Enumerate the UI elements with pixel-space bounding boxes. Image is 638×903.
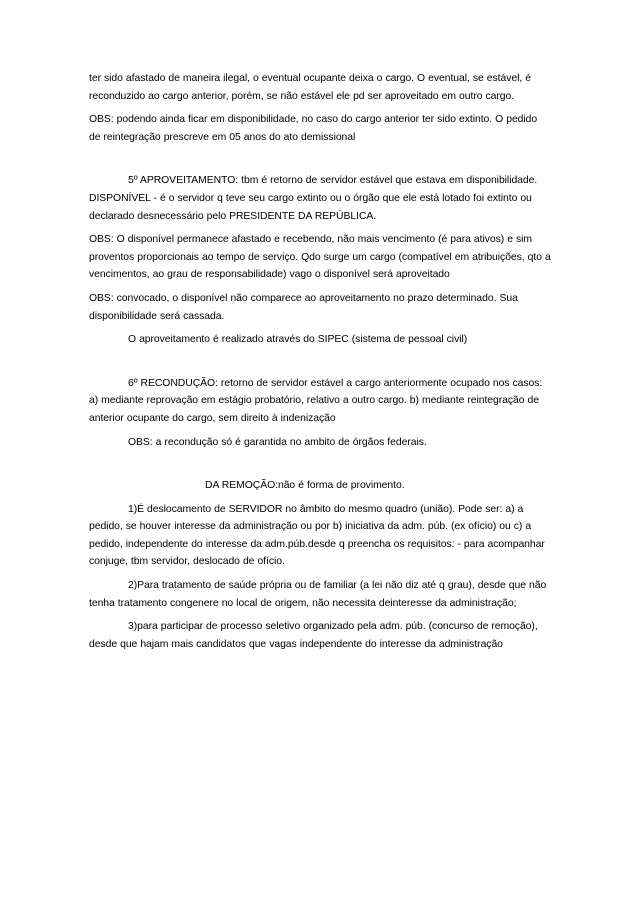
paragraph-obs-reconducao: OBS: a recondução só é garantida no ambito de órgãos federais. [128,436,427,448]
paragraph-aproveitamento: 5º APROVEITAMENTO: tbm é retorno de servidor estável que estava em disponibilidade. DISPONÍVEL - é o servidor q teve seu cargo extinto ou o órgão que ele está lotado foi extinto ou declarado desnecessário pelo PRESIDENTE DA REPÚBLICA. [89,175,538,222]
paragraph-remocao-2: 2)Para tratamento de saúde própria ou de familiar (a lei não diz até q grau), desde que não tenha tratamento congenere no local de origem, não necessita deinteresse da administração; [89,580,547,609]
paragraph-reintegracao-continuation: ter sido afastado de maneira ilegal, o eventual ocupante deixa o cargo. O eventual, se estável, é reconduzido ao cargo anterior, porém, se não estável ele pd ser aproveitado em outro cargo. [89,73,531,102]
paragraph-sipec: O aproveitamento é realizado através do SIPEC (sistema de pessoal civil) [128,334,468,346]
paragraph-remocao-3: 3)para participar de processo seletivo organizado pela adm. púb. (concurso de remoção), desde que hajam mais candidatos que vagas independente do interesse da administração [89,621,538,650]
section-heading-remocao: DA REMOÇÃO:não é forma de provimento. [205,480,405,492]
paragraph-obs-convocado: OBS: convocado, o disponível não comparece ao aproveitamento no prazo determinado. Sua disponibilidade será cassada. [89,292,518,322]
paragraph-reconducao: 6º RECONDUÇÃO: retorno de servidor estável a cargo anteriormente ocupado nos casos: a) mediante reprovação em estágio probatório, relativo a outro cargo. b) mediante reintegração de anterior ocupante do cargo, sem direito à indenização [89,377,543,424]
paragraph-remocao-1: 1)É deslocamento de SERVIDOR no âmbito do mesmo quadro (união). Pode ser: a) a pedido, se houver interesse da administração ou por b) iniciativa da adm. púb. (ex ofício) ou c) a pedido, independente do interesse da adm.púb.desde q preencha os requisitos: - para acompanhar conjuge, tbm servidor, deslocado de ofício. [89,503,545,568]
document-body [89,70,551,659]
paragraph-obs-disponibilidade: OBS: podendo ainda ficar em disponibilidade, no caso do cargo anterior ter sido extinto. O pedido de reintegração prescreve em 05 anos do ato demissional [89,114,538,143]
paragraph-obs-disponivel: OBS: O disponível permanece afastado e recebendo, não mais vencimento (é para ativos) e sim proventos proporcionais ao tempo de serviço. Qdo surge um cargo (compatível em atribuições, qto a vencimentos, ao grau de responsabilidade) vago o disponível será aproveitado [89,234,551,281]
